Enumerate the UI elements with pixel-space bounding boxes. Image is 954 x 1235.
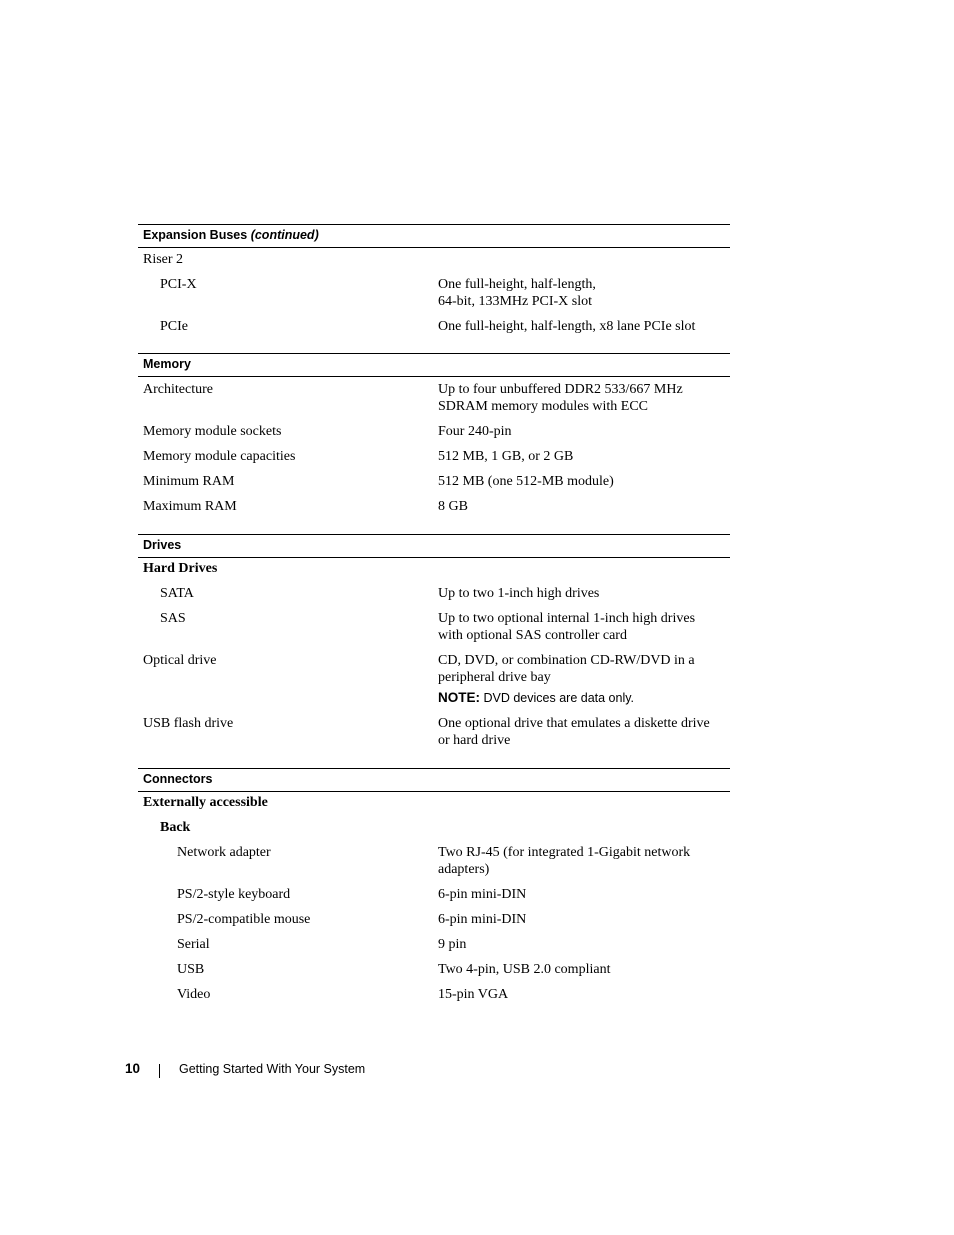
section-title: Memory (143, 357, 191, 371)
row-label-serial: Serial (177, 937, 210, 952)
row-value-video: 15-pin VGA (438, 987, 509, 1002)
row-value-network-adapter-line2: adapters) (438, 862, 490, 877)
row-label-pcie: PCIe (160, 319, 188, 334)
page-number: 10 (125, 1061, 141, 1076)
row-label-sas: SAS (160, 611, 186, 626)
row-value-pci-x-line1: One full-height, half-length, (438, 277, 596, 292)
row-value-minimum-ram: 512 MB (one 512-MB module) (438, 474, 614, 489)
row-label-sata: SATA (160, 586, 194, 601)
row-value-optical-drive-line2: peripheral drive bay (438, 670, 551, 685)
continued-label: (continued) (250, 228, 319, 242)
section-header-memory (138, 353, 730, 377)
row-value-usb: Two 4-pin, USB 2.0 compliant (438, 962, 611, 977)
row-value-ps2-keyboard: 6-pin mini-DIN (438, 887, 527, 902)
section-title (143, 228, 319, 242)
row-value-usb-flash-drive-line2: or hard drive (438, 733, 511, 748)
row-label-pci-x: PCI-X (160, 277, 197, 292)
section-header-connectors (138, 768, 730, 792)
note (438, 689, 634, 707)
footer-divider (159, 1064, 160, 1078)
row-label-riser-2: Riser 2 (143, 252, 184, 267)
row-value-sas-line1: Up to two optional internal 1-inch high drives (438, 611, 696, 626)
row-value-serial: 9 pin (438, 937, 467, 952)
row-label-optical-drive: Optical drive (143, 653, 217, 668)
row-label-back: Back (160, 820, 191, 835)
row-value-sata: Up to two 1-inch high drives (438, 586, 600, 601)
row-value-ps2-mouse: 6-pin mini-DIN (438, 912, 527, 927)
row-value-sas-line2: with optional SAS controller card (438, 628, 627, 643)
row-label-network-adapter: Network adapter (177, 845, 271, 860)
row-value-usb-flash-drive-line1: One optional drive that emulates a diskette drive (438, 716, 710, 731)
row-label-ps2-mouse: PS/2-compatible mouse (177, 912, 311, 927)
row-value-optical-drive-line1: CD, DVD, or combination CD-RW/DVD in a (438, 653, 695, 668)
row-value-memory-capacities: 512 MB, 1 GB, or 2 GB (438, 449, 574, 464)
row-value-maximum-ram: 8 GB (438, 499, 468, 514)
row-label-usb-flash-drive: USB flash drive (143, 716, 234, 731)
note-text: DVD devices are data only. (483, 691, 635, 705)
row-value-network-adapter-line1: Two RJ-45 (for integrated 1-Gigabit network (438, 845, 691, 860)
row-value-memory-sockets: Four 240-pin (438, 424, 512, 439)
row-value-pci-x-line2: 64-bit, 133MHz PCI-X slot (438, 294, 592, 309)
row-label-video: Video (177, 987, 211, 1002)
section-header-expansion-buses (138, 224, 730, 248)
row-label-maximum-ram: Maximum RAM (143, 499, 237, 514)
row-label-usb: USB (177, 962, 205, 977)
row-value-architecture-line1: Up to four unbuffered DDR2 533/667 MHz (438, 382, 683, 397)
row-label-hard-drives: Hard Drives (143, 561, 218, 576)
row-label-memory-sockets: Memory module sockets (143, 424, 282, 439)
section-title: Connectors (143, 772, 213, 786)
section-header-drives (138, 534, 730, 558)
row-value-pcie: One full-height, half-length, x8 lane PCIe slot (438, 319, 696, 334)
row-label-externally-accessible: Externally accessible (143, 795, 268, 810)
note-label: NOTE: (438, 690, 480, 705)
row-label-architecture: Architecture (143, 382, 213, 397)
row-label-ps2-keyboard: PS/2-style keyboard (177, 887, 291, 902)
footer-doc-title: Getting Started With Your System (179, 1062, 366, 1076)
row-label-memory-capacities: Memory module capacities (143, 449, 296, 464)
row-value-architecture-line2: SDRAM memory modules with ECC (438, 399, 649, 414)
section-title-text: Expansion Buses (143, 228, 248, 242)
section-title: Drives (143, 538, 182, 552)
row-label-minimum-ram: Minimum RAM (143, 474, 235, 489)
